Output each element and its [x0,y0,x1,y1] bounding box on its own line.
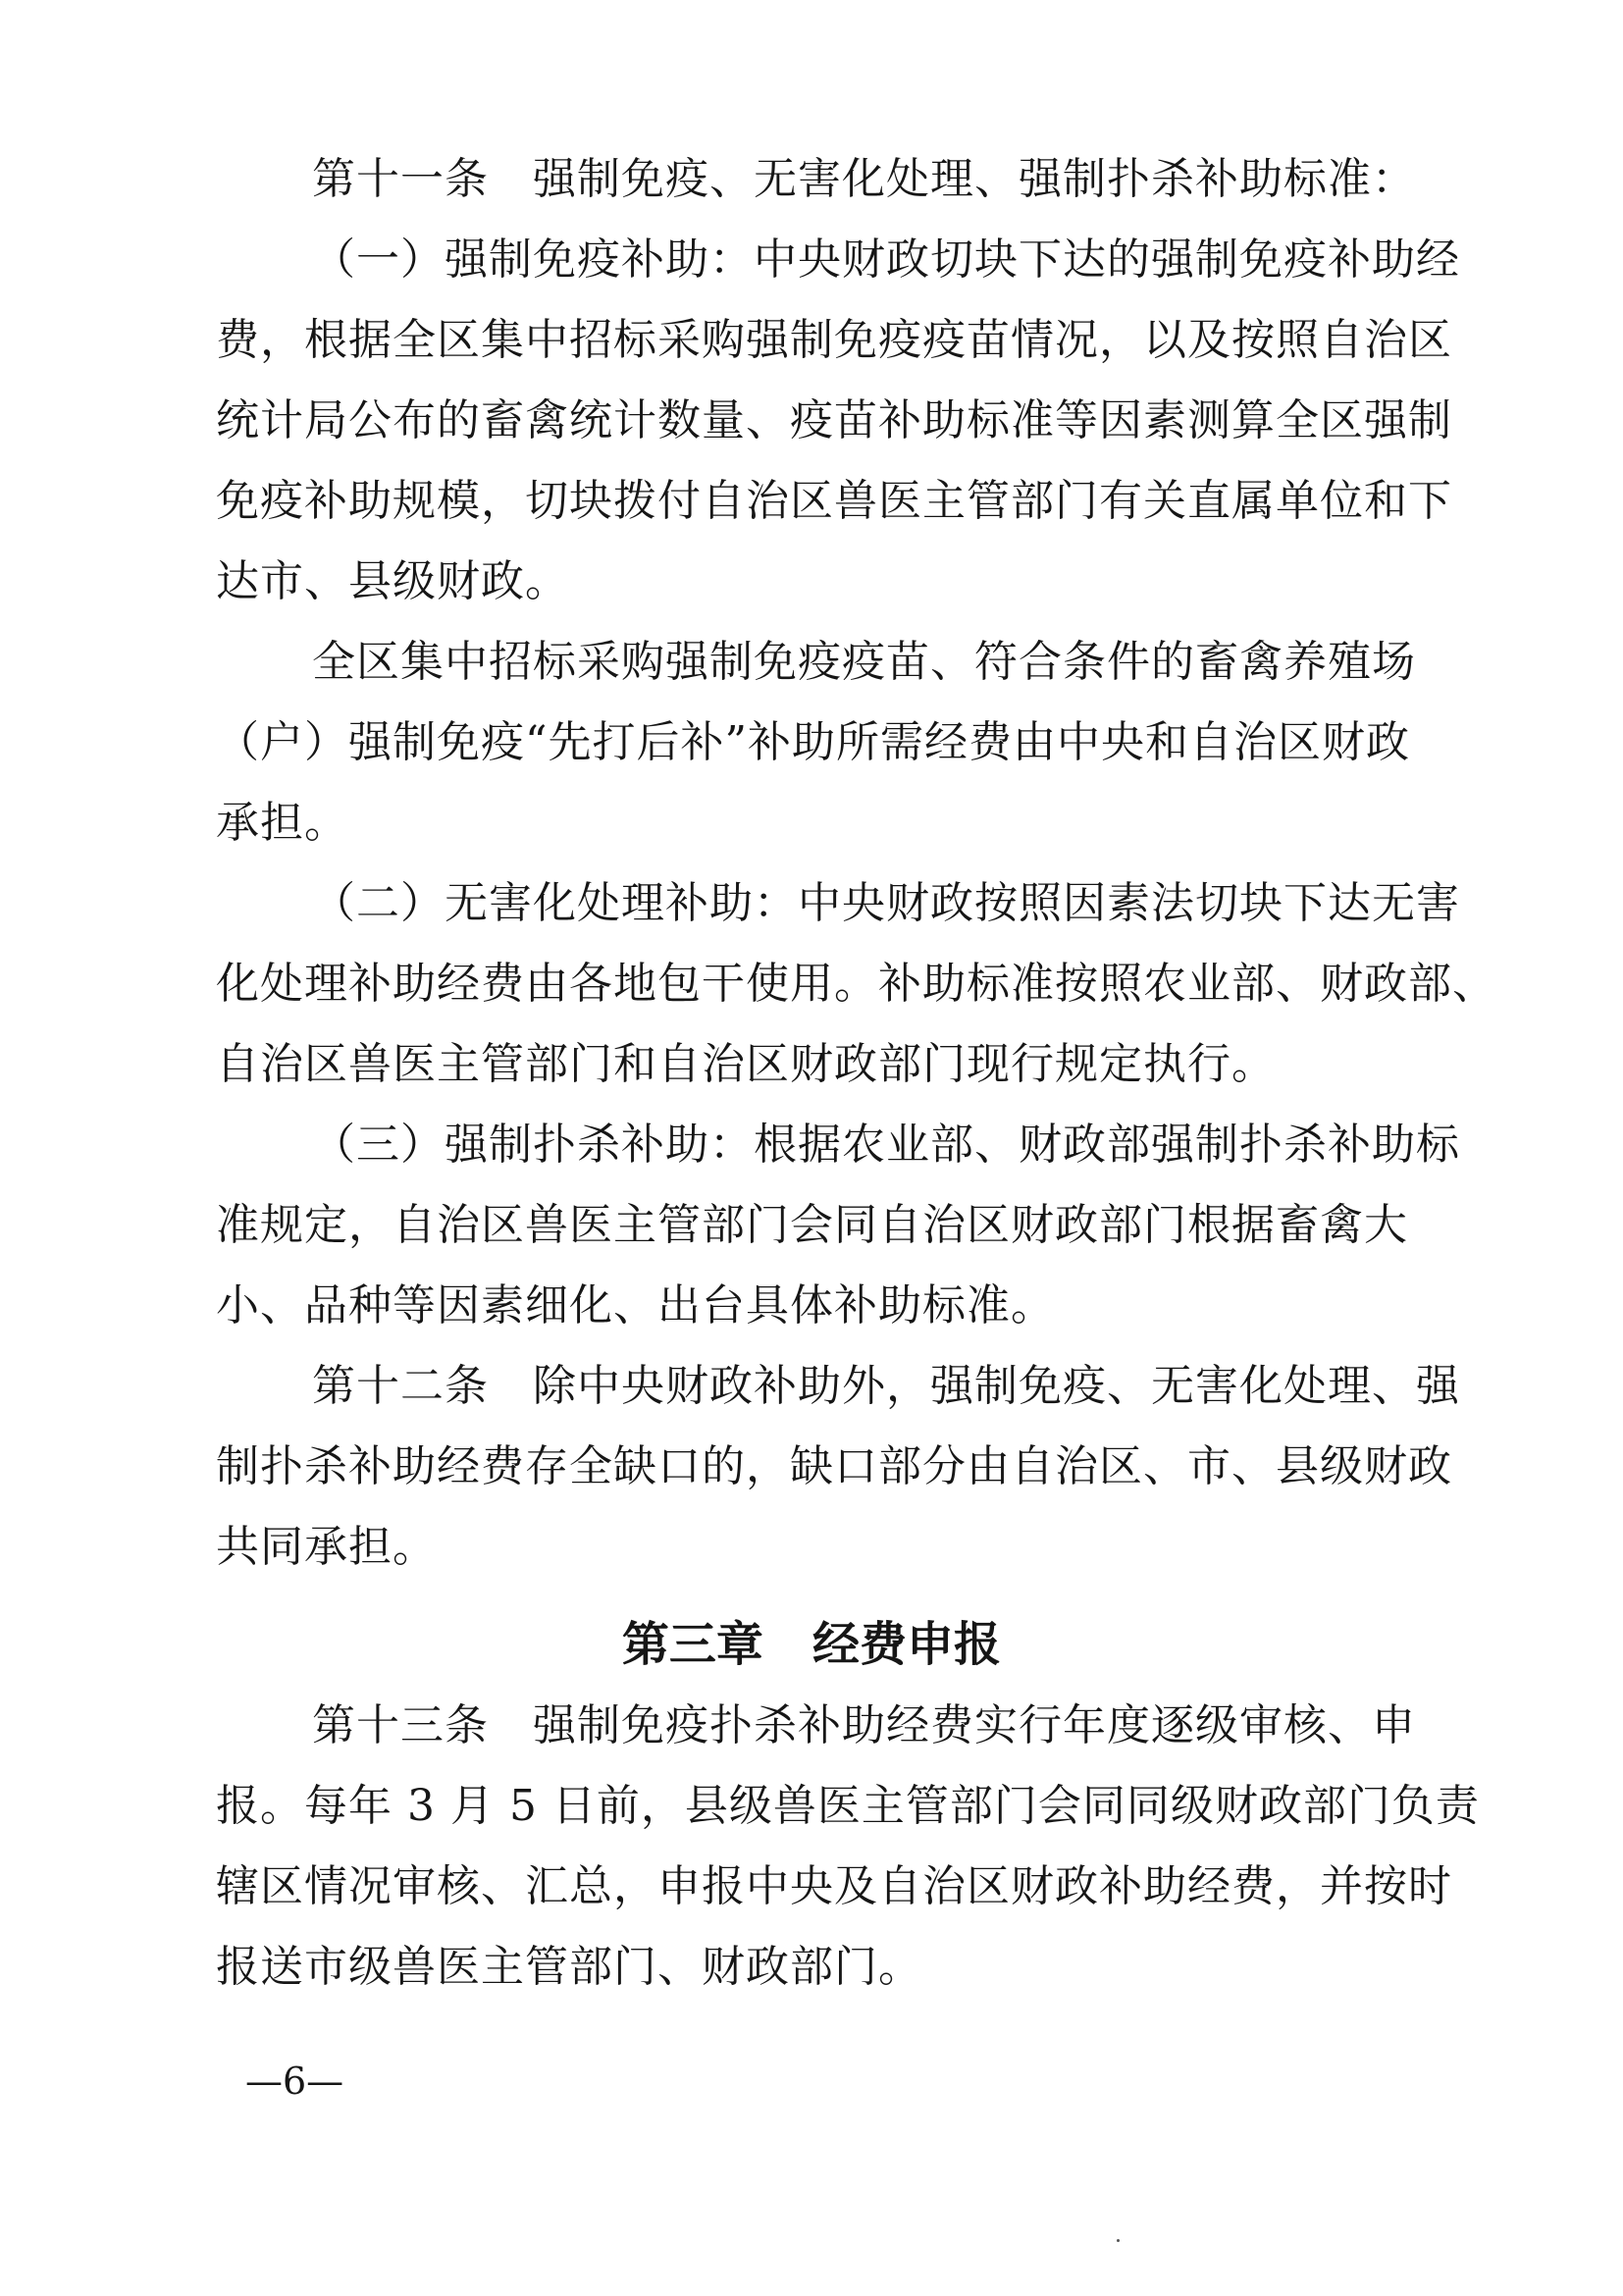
text-line: 制扑杀补助经费存全缺口的，缺口部分由自治区、市、县级财政 [216,1441,1452,1491]
text-line: （三）强制扑杀补助：根据农业部、财政部强制扑杀补助标 [312,1120,1460,1170]
text-line: 费，根据全区集中招标采购强制免疫疫苗情况，以及按照自治区 [216,315,1452,365]
text-line: 统计局公布的畜禽统计数量、疫苗补助标准等因素测算全区强制 [216,395,1452,445]
text-line: 共同承担。 [216,1522,437,1572]
text-line: 承担。 [216,798,348,848]
text-line: （户）强制免疫“先打后补”补助所需经费由中央和自治区财政 [216,717,1410,767]
text-line: 免疫补助规模，切块拨付自治区兽医主管部门有关直属单位和下 [216,476,1452,526]
text-line: 辖区情况审核、汇总，申报中央及自治区财政补助经费，并按时 [216,1861,1452,1911]
text-line: （二）无害化处理补助：中央财政按照因素法切块下达无害 [312,878,1460,928]
text-line: 准规定，自治区兽医主管部门会同自治区财政部门根据畜禽大 [216,1200,1408,1250]
text-line: 第十二条 除中央财政补助外，强制免疫、无害化处理、强 [312,1361,1460,1411]
scan-dot [1117,2239,1120,2242]
text-line: 达市、县级财政。 [216,556,569,606]
text-line: （一）强制免疫补助：中央财政切块下达的强制免疫补助经 [312,235,1460,285]
text-line: 化处理补助经费由各地包干使用。补助标准按照农业部、财政部、 [216,959,1496,1009]
text-line: 报。每年 3 月 5 日前，县级兽医主管部门会同同级财政部门负责 [216,1781,1480,1831]
text-line: 第十三条 强制免疫扑杀补助经费实行年度逐级审核、申 [312,1700,1416,1750]
text-line: 小、品种等因素细化、出台具体补助标准。 [216,1280,1055,1331]
chapter-heading: 第三章 经费申报 [621,1617,1002,1672]
text-line: 报送市级兽医主管部门、财政部门。 [216,1942,922,1992]
page-number: —6— [245,2060,344,2103]
text-line: 第十一条 强制免疫、无害化处理、强制扑杀补助标准： [312,154,1416,204]
text-line: 自治区兽医主管部门和自治区财政部门现行规定执行。 [216,1039,1276,1089]
text-line: 全区集中招标采购强制免疫疫苗、符合条件的畜禽养殖场 [312,637,1416,687]
